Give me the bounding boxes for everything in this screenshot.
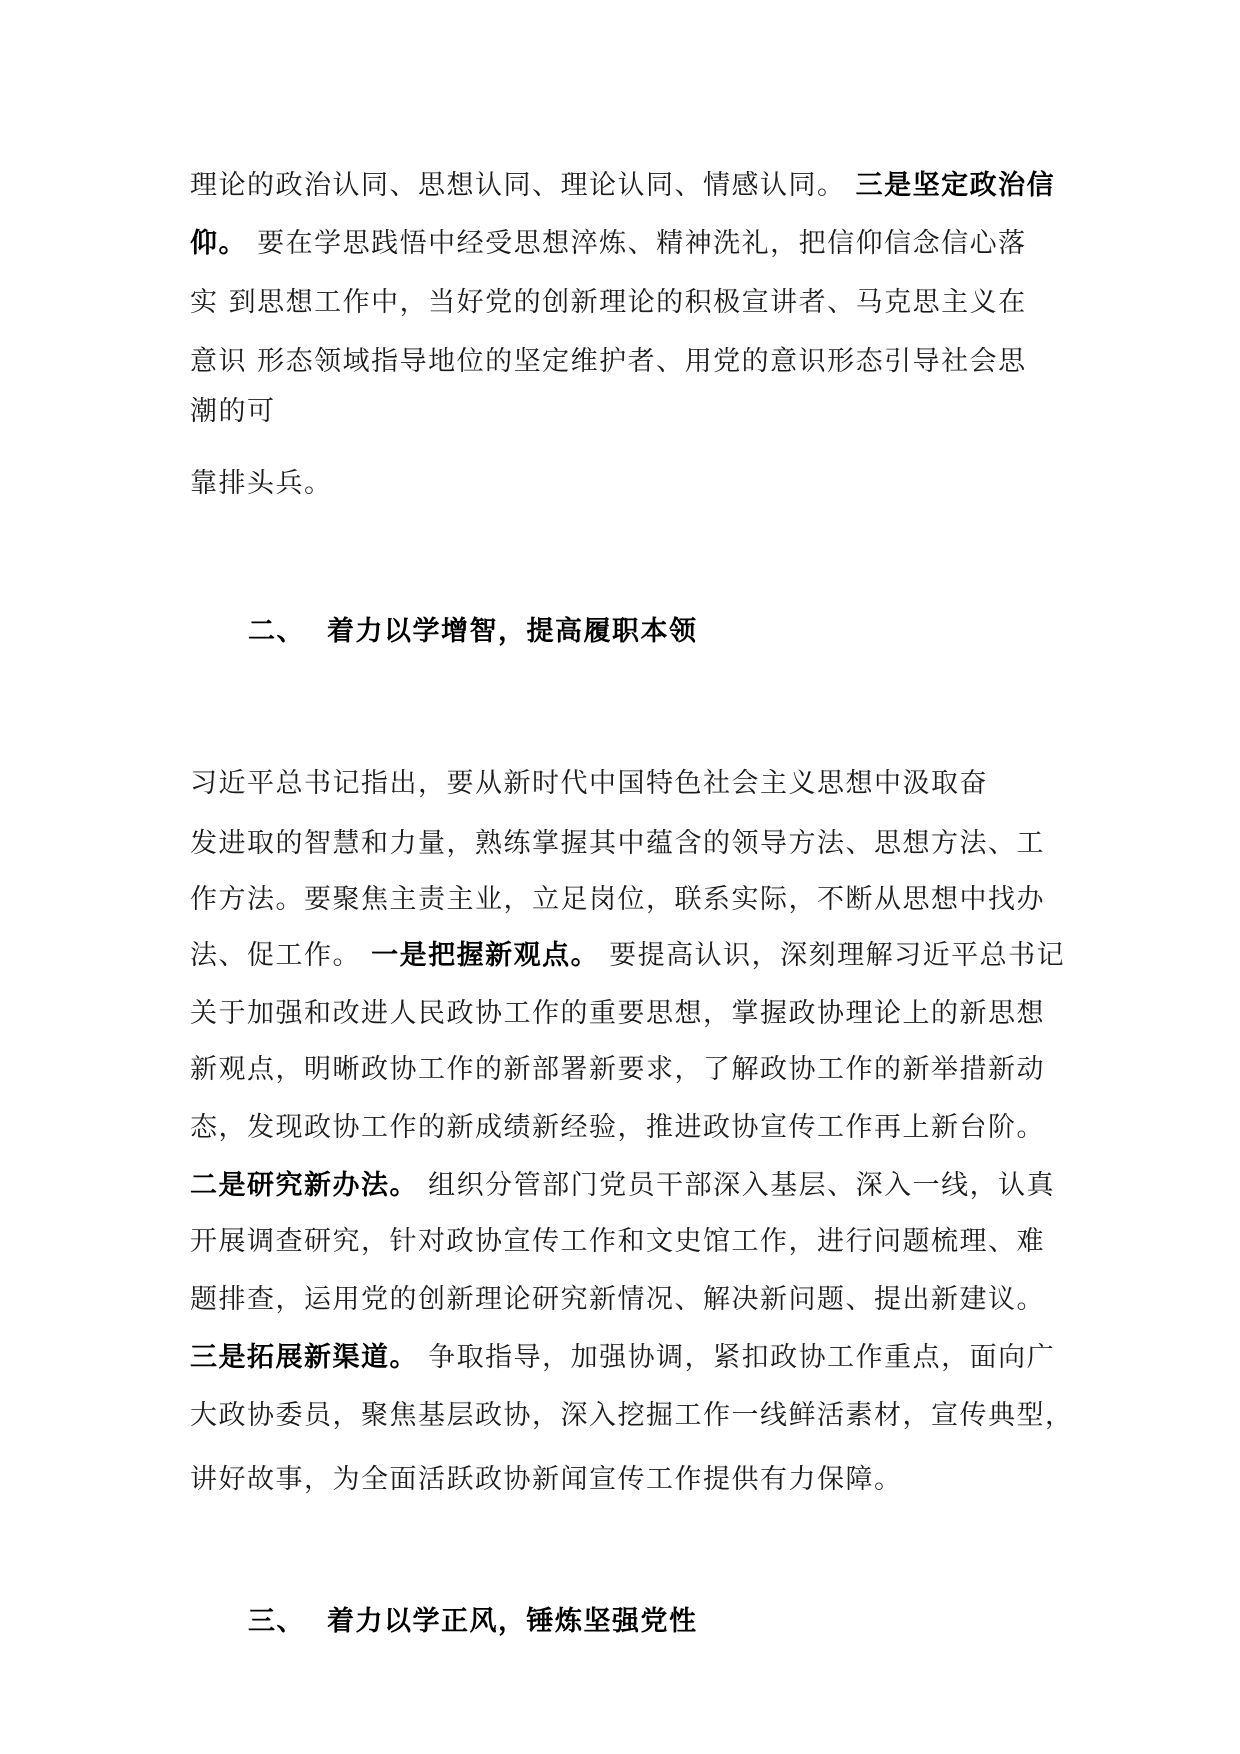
- text-run: 争取指导，加强协调，紧扣政协工作重点，面向广: [418, 1342, 1056, 1373]
- section-three-heading: [248, 1604, 698, 1640]
- text-run: 靠排头兵。: [190, 468, 333, 499]
- text-run: 意识 形态领域指导地位的坚定维护者、用党的意识形态引导社会思: [190, 346, 1027, 377]
- text-run: 作方法。要聚焦主责主业，立足岗位，联系实际，不断从思想中找办: [190, 884, 1045, 915]
- text-run: 开展调查研究，针对政协宣传工作和文史馆工作，进行问题梳理、难: [190, 1226, 1045, 1257]
- text-run: 实 到思想工作中，当好党的创新理论的积极宣讲者、马克思主义在: [190, 287, 1027, 318]
- section-two-number: 二、: [248, 616, 305, 647]
- text-run: 大政协委员，聚焦基层政协，深入挖掘工作一线鲜活素材，宣传典型，: [190, 1400, 1074, 1431]
- text-run: 组织分管部门党员干部深入基层、深入一线，认真: [418, 1170, 1056, 1201]
- text-line: [190, 826, 1070, 862]
- text-run: 新观点，明晰政协工作的新部署新要求，了解政协工作的新举措新动: [190, 1054, 1045, 1085]
- text-run: 习近平总书记指出，要从新时代中国特色社会主义思想中汲取奋: [190, 768, 988, 799]
- text-line: [190, 394, 1070, 430]
- text-line: [190, 285, 1070, 321]
- text-line: [190, 1462, 1070, 1498]
- text-run: 发进取的智慧和力量，熟练掌握其中蕴含的领导方法、思想方法、工: [190, 828, 1045, 859]
- text-run: 理论的政治认同、思想认同、理论认同、情感认同。: [190, 170, 856, 201]
- text-run: 关于加强和改进人民政协工作的重要思想，掌握政协理论上的新思想: [190, 998, 1045, 1029]
- text-line: [190, 1168, 1070, 1204]
- text-line: [190, 996, 1070, 1032]
- text-line: [190, 466, 1070, 502]
- bold-lead-phrase: 一是把握新观点。: [371, 940, 600, 971]
- text-line: [190, 1110, 1070, 1146]
- section-two-heading: [248, 614, 698, 650]
- text-run: 讲好故事，为全面活跃政协新闻宣传工作提供有力保障。: [190, 1464, 903, 1495]
- text-line: [190, 226, 1070, 262]
- text-run: 题排查，运用党的创新理论研究新情况、解决新问题、提出新建议。: [190, 1284, 1045, 1315]
- text-run: 要在学思践悟中经受思想淬炼、精神洗礼，把信仰信念信心落: [247, 228, 1027, 259]
- text-line: [190, 1052, 1070, 1088]
- text-line: [190, 1224, 1070, 1260]
- text-line: [190, 168, 1070, 204]
- bold-lead-phrase: 二是研究新办法。: [190, 1170, 418, 1201]
- bold-lead-phrase: 三是坚定政治信: [855, 170, 1056, 201]
- bold-lead-phrase: 仰。: [190, 228, 247, 259]
- text-run: 要提高认识，深刻理解习近平总书记: [599, 940, 1066, 971]
- text-line: [190, 1398, 1074, 1434]
- text-run: 态，发现政协工作的新成绩新经验，推进政协宣传工作再上新台阶。: [190, 1112, 1045, 1143]
- text-run: 法、促工作。: [190, 940, 372, 971]
- text-line: [190, 344, 1070, 380]
- bold-lead-phrase: 三是拓展新渠道。: [190, 1342, 418, 1373]
- section-three-title: 着力以学正风，锤炼坚强党性: [327, 1606, 698, 1637]
- text-line: [190, 938, 1070, 974]
- text-line: [190, 882, 1070, 918]
- section-three-number: 三、: [248, 1606, 305, 1637]
- text-run: 潮的可: [190, 396, 276, 427]
- text-line: [190, 1340, 1070, 1376]
- text-line: [190, 766, 1070, 802]
- text-line: [190, 1282, 1070, 1318]
- section-two-title: 着力以学增智，提高履职本领: [327, 616, 698, 647]
